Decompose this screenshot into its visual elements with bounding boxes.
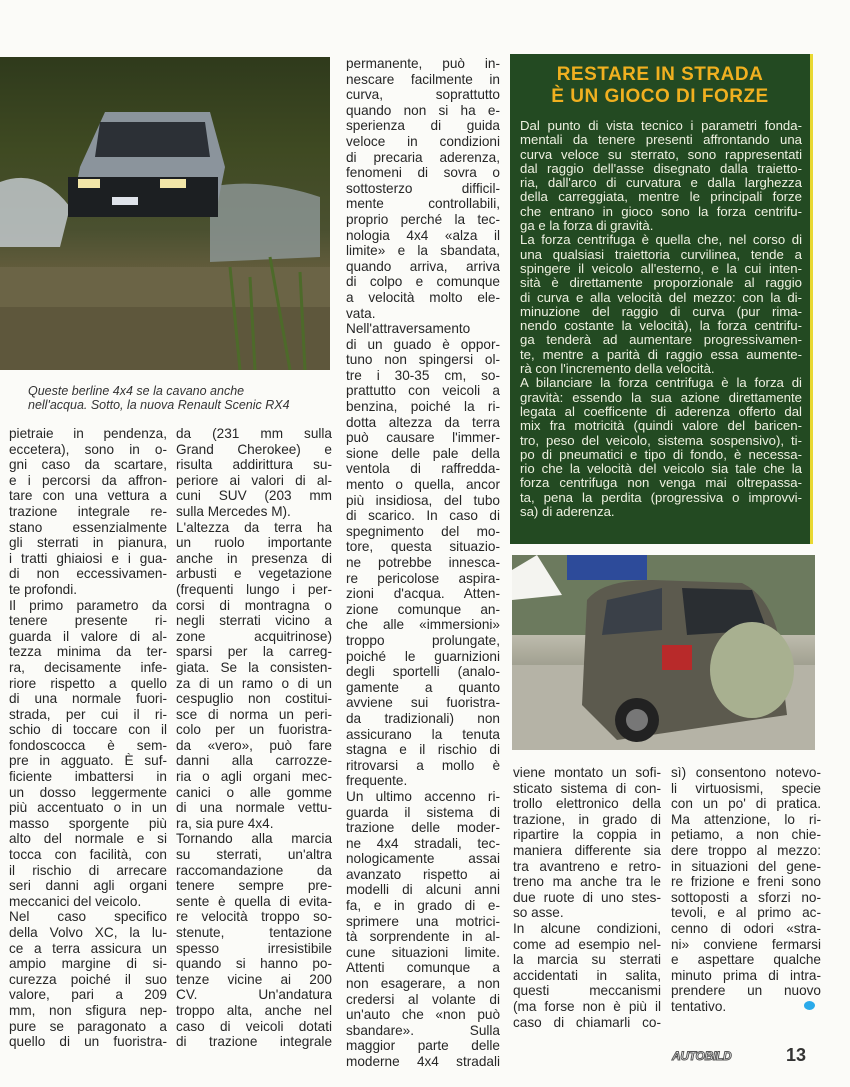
text-line: di precaria aderenza, xyxy=(346,149,500,165)
text-line: benzina, poiché la ri- xyxy=(346,399,500,415)
photo-illustration xyxy=(0,57,330,370)
article-column-1 xyxy=(9,426,167,1050)
text-line: sa) di aderenza. xyxy=(520,504,615,520)
text-line: te, mentre a parità di raggio essa aumente- xyxy=(520,346,802,362)
text-line: negli sterrati vicino a xyxy=(176,613,332,629)
text-line: La forza centrifuga è quella che, nel corso di xyxy=(520,232,802,248)
text-line: anche in presenza di xyxy=(176,550,332,566)
text-line: pietraie in pendenza, xyxy=(9,426,167,441)
volvo-river-crossing-photo xyxy=(0,57,330,370)
text-line: mix fra motricità (quindi valore del baricen- xyxy=(520,418,802,434)
text-line: proprio perché la tec- xyxy=(346,211,500,227)
text-line: seri danni agli organi xyxy=(9,878,167,894)
text-line: sbandare». Sulla xyxy=(346,1022,500,1038)
text-line: da (231 mm sulla xyxy=(176,426,332,441)
text-line: ventola di raffredda- xyxy=(346,461,500,477)
text-line: ria, dall'arco di curvatura e dalla larghezza xyxy=(520,175,802,191)
text-line: A bilanciare la forza centrifuga è la forza di xyxy=(520,375,802,391)
text-line: su sterrati, un'altra xyxy=(176,847,332,863)
text-line: Un ultimo accenno ri- xyxy=(346,788,500,804)
text-line: Grand Cherokee) e xyxy=(176,441,332,457)
text-line: ria o agli organi mec- xyxy=(176,769,332,785)
text-line: curezza poiché il suo xyxy=(9,971,167,987)
text-line: prattutto con veicoli a xyxy=(346,383,500,399)
text-line: Attenti comunque a xyxy=(346,960,500,976)
caption-line: nell'acqua. Sotto, la nuova Renault Scenic RX4 xyxy=(28,398,290,412)
text-line: cespuglio non costitui- xyxy=(176,691,332,707)
text-line: ne potrebbe innesca- xyxy=(346,555,500,570)
text-line: più accentuato o in un xyxy=(9,800,167,816)
text-line: ta, pena la perdita (progressiva o improvvi- xyxy=(520,489,802,505)
text-line: Il primo parametro da xyxy=(9,597,167,613)
text-line: spesso irresistibile xyxy=(176,940,332,956)
text-line: (ma forse non è più il xyxy=(513,998,661,1014)
text-line: di una normale fuori- xyxy=(9,691,167,707)
text-line: maniera differente sia xyxy=(513,842,661,858)
text-line: poiché le guarnizioni xyxy=(346,648,500,664)
text-line: con un po' di pratica. xyxy=(671,796,821,812)
text-line: canici o alle gomme xyxy=(176,784,332,800)
article-column-3 xyxy=(346,56,500,1070)
text-line: tà sorprendente in al- xyxy=(346,929,500,945)
text-line: come ad esempio nel- xyxy=(513,936,661,952)
text-line: ne 4x4 stradali, tec- xyxy=(346,835,500,851)
text-line: corsi di montragna o xyxy=(176,597,332,613)
text-line: pure se paragonato a xyxy=(9,1018,167,1034)
text-line: veloce in condizioni xyxy=(346,133,500,149)
text-line: riore rispetto a quello xyxy=(9,675,167,691)
photo-illustration xyxy=(512,555,815,750)
text-line: il rischio di arrecare xyxy=(9,862,167,878)
text-line: gravità: essendo la sua azione direttamente xyxy=(520,389,802,405)
text-line: guarda il sistema di xyxy=(346,804,500,820)
text-line: sità è direttamente proporzionale al raggio xyxy=(520,275,802,291)
text-line: spingere il veicolo all'esterno, e la cui inten- xyxy=(520,260,802,276)
text-line: di una normale vettu- xyxy=(176,800,332,816)
text-line: trazione delle moder- xyxy=(346,820,500,836)
page-number: 13 xyxy=(786,1045,807,1065)
text-line: sticato sistema di con- xyxy=(513,780,661,796)
text-line: vata. xyxy=(346,305,376,321)
text-line: due ruote di uno stes- xyxy=(513,889,661,905)
text-line: sione delle pale della xyxy=(346,445,500,461)
paragraph xyxy=(520,119,802,233)
text-line: legata al coefficente di aderenza offerto dal xyxy=(520,403,802,419)
text-line: Nell'attraversamento xyxy=(346,321,471,337)
text-line: ga tenderà ad aumentare progressivamen- xyxy=(520,332,802,348)
text-line: di non eccessivamen- xyxy=(9,566,167,582)
text-line: tezza minima da ter- xyxy=(9,644,167,660)
text-line: di colpo e comunque xyxy=(346,274,500,290)
text-line: li virtuosismi, specie xyxy=(671,780,821,796)
text-line: frequente. xyxy=(346,773,408,789)
text-line: zone acquitrinose) xyxy=(176,628,332,644)
text-line: di curva e alla velocità del mezzo: con la di- xyxy=(520,289,802,305)
text-line: za di un ramo o di un xyxy=(176,675,332,691)
text-line: i tratti ghiaiosi e i gua- xyxy=(9,550,167,566)
text-line: minuto prima di intra- xyxy=(671,967,821,983)
text-line: zioni d'acqua. Atten- xyxy=(346,586,500,602)
text-line: L'altezza da terra ha xyxy=(176,519,332,535)
text-line: stenute, tentazione xyxy=(176,925,332,940)
text-line: treno ma anche tra le xyxy=(513,874,661,890)
text-line: zione comunque an- xyxy=(346,601,500,617)
text-line: spegnimento del mo- xyxy=(346,523,500,539)
text-line: di scarico. In caso di xyxy=(346,508,500,524)
text-line: ficiente imbattersi in xyxy=(9,769,167,785)
paragraph xyxy=(176,831,332,1049)
text-line: ra, sia pure 4x4. xyxy=(176,815,274,831)
text-line: dal raggio dell'asse disegnato dalla traietto- xyxy=(520,160,802,176)
text-line: che entrano in gioco sono la forza centrifu- xyxy=(520,203,802,219)
text-line: gli sterrati in pianura, xyxy=(9,535,167,551)
text-line: cuni SUV (203 mm xyxy=(176,488,332,504)
text-line: troppo alta, anche nel xyxy=(176,1002,332,1018)
text-line: trazione, in grado di xyxy=(513,811,661,827)
text-line: (frequenti lungo i per- xyxy=(176,581,332,597)
text-line: eccetera), sono in o- xyxy=(9,441,167,457)
text-line: sottoposti a sforzi no- xyxy=(671,889,821,905)
text-line: sperienza di guida xyxy=(346,118,500,134)
text-line: da «vero», può fare xyxy=(176,737,332,753)
text-line: masso sporgente più xyxy=(9,815,167,831)
text-line: caso di chiamarli co- xyxy=(513,1014,661,1030)
text-line: mentali da tenere presenti affrontando una xyxy=(520,132,802,148)
text-line: un'auto che «non può xyxy=(346,1007,500,1023)
text-line: rà con l'incremento della velocità. xyxy=(520,361,715,377)
text-line: tra avantreno e retro- xyxy=(513,858,661,874)
text-line: di trazione integrale xyxy=(176,1034,332,1050)
end-of-article-dot xyxy=(804,1001,815,1010)
text-line: la marcia su sterrati xyxy=(513,952,661,968)
text-line: curva, soprattutto xyxy=(346,87,500,103)
text-line: Ma attenzione, lo ri- xyxy=(671,811,821,827)
text-line: re pericolose aspira- xyxy=(346,570,500,586)
renault-scenic-rx4-photo xyxy=(512,555,815,750)
text-line: ritrovarsi a mollo è xyxy=(346,757,500,773)
paragraph xyxy=(176,426,332,520)
text-line: In alcune condizioni, xyxy=(513,920,661,936)
title-line: RESTARE IN STRADA xyxy=(556,64,764,85)
text-line: tenere presente ri- xyxy=(9,613,167,629)
sidebar-box-text xyxy=(520,119,802,519)
text-line: avviene sui fuoristra- xyxy=(346,695,500,711)
text-line: guarda il valore di al- xyxy=(9,628,167,644)
text-line: rio che la velocità del veicolo sia tale che la xyxy=(520,461,802,477)
text-line: nologicamente assai xyxy=(346,851,500,867)
text-line: sì) consentono notevo- xyxy=(671,765,821,780)
text-line: raccomandazione da xyxy=(176,862,332,878)
paragraph xyxy=(346,321,500,789)
text-line: moderne 4x4 stradali xyxy=(346,1054,500,1069)
paragraph xyxy=(9,598,167,910)
text-line: pre in agguato. È suf- xyxy=(9,753,167,769)
text-line: nendo costante la velocità), la forza centrifu- xyxy=(520,318,802,334)
text-line: tre i 30-35 cm, so- xyxy=(346,367,500,383)
text-line: sparsi per la carreg- xyxy=(176,644,332,660)
text-line: giata. Se la consisten- xyxy=(176,659,332,675)
text-line: degli sportelli (analo- xyxy=(346,664,500,680)
text-line: della carreggiata, mentre le principali forze xyxy=(520,189,802,205)
text-line: nologia 4x4 «alza il xyxy=(346,227,500,243)
paragraph xyxy=(520,233,802,376)
text-line: fenomeni di sovra o xyxy=(346,165,500,181)
text-line: alto del normale e si xyxy=(9,831,167,847)
text-line: ra, decisamente infe- xyxy=(9,659,167,675)
text-line: avanzato rispetto ai xyxy=(346,866,500,882)
text-line: un ruolo importante xyxy=(176,535,332,551)
text-line: re frizione e freni sono xyxy=(671,874,821,890)
paragraph xyxy=(346,789,500,1070)
text-line: ampio margine di si- xyxy=(9,956,167,972)
text-line: che alle «immersioni» xyxy=(346,617,500,633)
text-line: po di pneumatici e tipo di fondo, è necessa- xyxy=(520,446,802,462)
text-line: di un guado è oppor- xyxy=(346,336,500,352)
paragraph xyxy=(513,765,661,921)
photo-caption xyxy=(28,384,290,412)
caption-line: Queste berline 4x4 se la cavano anche xyxy=(28,384,245,398)
text-line: sprimere una motrici- xyxy=(346,913,500,929)
text-line: non esagerare, a non xyxy=(346,976,500,992)
text-line: modelli di alcuni anni xyxy=(346,882,500,898)
text-line: questi meccanismi xyxy=(513,983,661,999)
text-line: ni» conviene fermarsi xyxy=(671,936,821,952)
text-line: sottosterzo difficil- xyxy=(346,180,500,196)
text-line: Dal punto di vista tecnico i parametri fonda- xyxy=(520,118,802,133)
article-column-2 xyxy=(176,426,332,1050)
text-line: caso di veicoli dotati xyxy=(176,1018,332,1034)
text-line: so asse. xyxy=(513,905,564,921)
article-column-5 xyxy=(671,765,821,1015)
text-line: mm, non sfigura nep- xyxy=(9,1002,167,1018)
text-line: sente è quella di evita- xyxy=(176,893,332,909)
text-line: Tornando alla marcia xyxy=(176,831,332,847)
text-line: trollo elettronico della xyxy=(513,796,661,812)
text-line: tentativo. xyxy=(671,998,727,1014)
text-line: tocca con facilità, con xyxy=(9,847,167,863)
text-line: cenno di odori «stra- xyxy=(671,920,821,936)
text-line: risulta addirittura su- xyxy=(176,457,332,473)
text-line: meccanici del veicolo. xyxy=(9,893,142,909)
text-line: quando non si ha e- xyxy=(346,102,500,118)
text-line: in situazioni del gene- xyxy=(671,858,821,874)
text-line: mente controllabili, xyxy=(346,196,500,212)
text-line: troppo prolungate, xyxy=(346,632,500,648)
text-line: gamente a quanto xyxy=(346,679,500,695)
text-line: da tradizionali) non xyxy=(346,710,500,726)
paragraph xyxy=(9,909,167,1049)
text-line: prendere un nuovo xyxy=(671,983,821,999)
text-line: accidentati in salita, xyxy=(513,967,661,983)
text-line: petiamo, a non chie- xyxy=(671,827,821,843)
text-line: ga e la forza di gravità. xyxy=(520,218,654,234)
text-line: dotta altezza da terra xyxy=(346,414,500,430)
text-line: schio di toccare con il xyxy=(9,722,167,738)
text-line: Nel caso specifico xyxy=(9,909,167,925)
text-line: stano essenzialmente xyxy=(9,519,167,535)
text-line: ripartire la coppia in xyxy=(513,827,661,843)
text-line: permanente, può in- xyxy=(346,56,500,71)
text-line: periore ai valori di al- xyxy=(176,472,332,488)
text-line: assicurano la tenuta xyxy=(346,726,500,742)
text-line: limite» e la sbandata, xyxy=(346,243,500,259)
text-line: fondoscocca è sem- xyxy=(9,737,167,753)
text-line: trazione integrale re- xyxy=(9,503,167,519)
article-column-4 xyxy=(513,765,661,1030)
text-line: arbusti e vegetazione xyxy=(176,566,332,582)
text-line: te profondi. xyxy=(9,581,78,597)
text-line: cune situazioni limite. xyxy=(346,944,500,960)
text-line: quando arriva, arriva xyxy=(346,258,500,274)
text-line: tore, questa situazio- xyxy=(346,539,500,555)
text-line: stagna e il rischio di xyxy=(346,742,500,758)
text-line: sce di norma un peri- xyxy=(176,706,332,722)
text-line: sulla Mercedes M). xyxy=(176,503,291,519)
text-line: tare con una vettura a xyxy=(9,488,167,504)
text-line: valore, pari a 209 xyxy=(9,987,167,1003)
paragraph xyxy=(520,376,802,519)
text-line: una qualsiasi traiettoria curvilinea, tende a xyxy=(520,246,802,262)
text-line: viene montato un sofi- xyxy=(513,765,661,780)
text-line: strada, per cui il ri- xyxy=(9,706,167,722)
text-line: tuno non spingersi ol- xyxy=(346,352,500,368)
text-line: tenere sempre pre- xyxy=(176,878,332,894)
paragraph xyxy=(671,765,821,1015)
text-line: CV. Un'andatura xyxy=(176,987,332,1003)
text-line: colo per un fuoristra- xyxy=(176,722,332,738)
text-line: nescare facilmente in xyxy=(346,71,500,87)
text-line: fa, e in grado di e- xyxy=(346,898,500,914)
sidebar-box-title xyxy=(510,64,810,108)
text-line: a velocità molto ele- xyxy=(346,289,500,305)
text-line: quello di un fuoristra- xyxy=(9,1034,167,1050)
magazine-logo: AUTOBILD xyxy=(672,1049,732,1063)
text-line: un dosso leggermente xyxy=(9,784,167,800)
text-line: e aspettare qualche xyxy=(671,952,821,968)
text-line: danni alla carrozze- xyxy=(176,753,332,769)
text-line: tevoli, e al primo ac- xyxy=(671,905,821,921)
text-line: e i percorsi da affron- xyxy=(9,472,167,488)
text-line: curva veloce su sterrato, sono rappresentati xyxy=(520,146,802,162)
text-line: credersi al volante di xyxy=(346,991,500,1007)
text-line: ce a terra assicura un xyxy=(9,940,167,956)
paragraph xyxy=(176,520,332,832)
text-line: della Volvo XC, la lu- xyxy=(9,925,167,940)
sidebar-box-forces xyxy=(510,54,813,544)
paragraph xyxy=(513,921,661,1030)
paragraph xyxy=(9,426,167,598)
paragraph xyxy=(346,56,500,321)
text-line: forza centrifuga non venga mai oltrepassa- xyxy=(520,475,802,491)
text-line: può causare l'immer- xyxy=(346,430,500,446)
text-line: più insidiosa, del tubo xyxy=(346,492,500,508)
text-line: gni caso da scartare, xyxy=(9,457,167,473)
text-line: tenze vicine ai 200 xyxy=(176,971,332,987)
text-line: maggior parte delle xyxy=(346,1038,500,1054)
text-line: re velocità troppo so- xyxy=(176,909,332,925)
text-line: minuzione del raggio di curva (pur rima- xyxy=(520,303,802,319)
title-line: È UN GIOCO DI FORZE xyxy=(551,86,769,107)
text-line: mento o quella, ancor xyxy=(346,477,500,493)
text-line: dere troppo al mezzo: xyxy=(671,842,821,858)
text-line: tro, peso del veicolo, sistema sospensivo), ti- xyxy=(520,432,802,448)
text-line: quando si hanno po- xyxy=(176,956,332,972)
